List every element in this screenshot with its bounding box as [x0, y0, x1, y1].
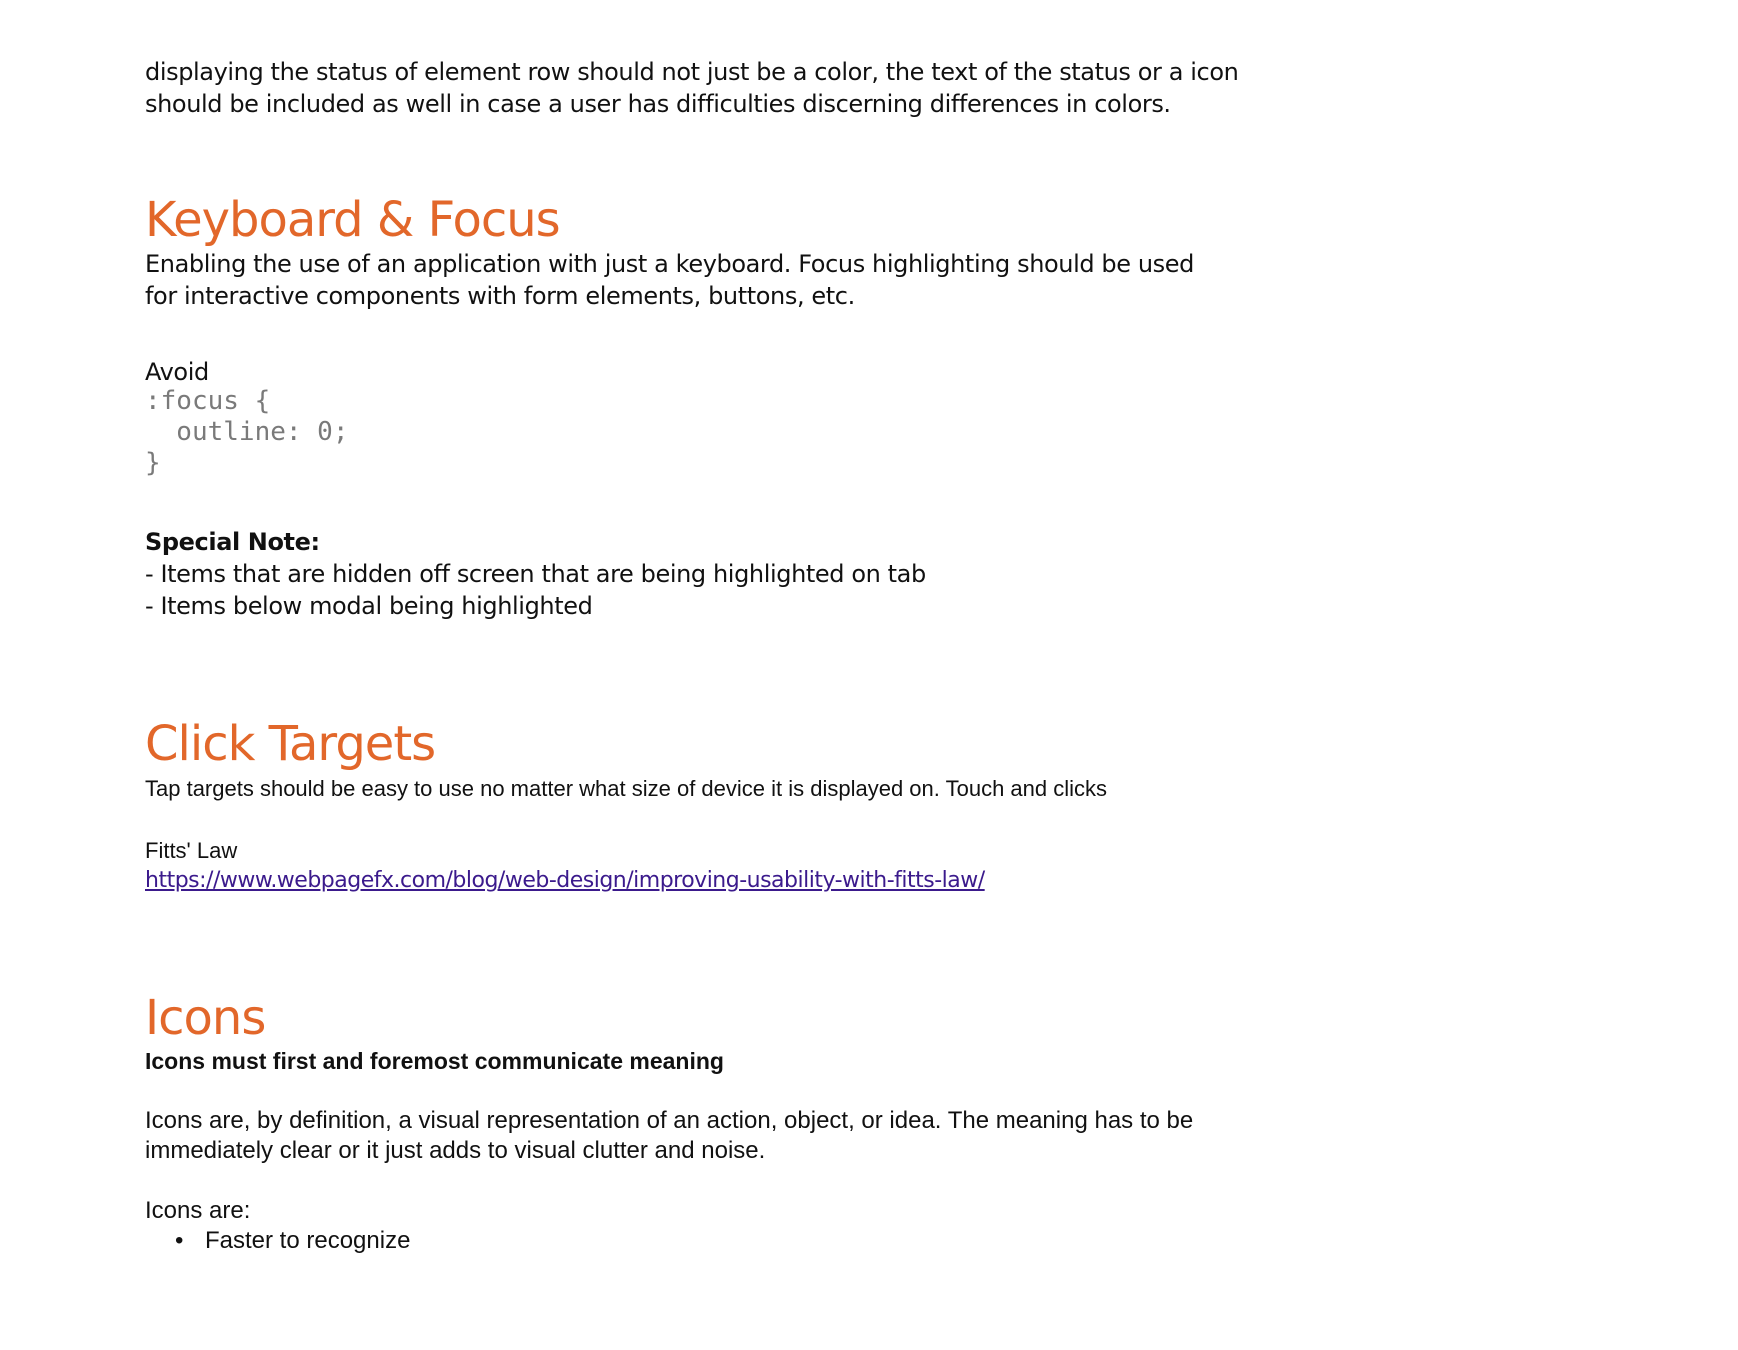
- bullet-icon: •: [175, 1227, 184, 1254]
- code-block: [145, 386, 349, 479]
- fitts-law-link[interactable]: https://www.webpagefx.com/blog/web-design/improving-usability-with-fitts-law/: [145, 868, 985, 893]
- code-line-3: }: [145, 448, 161, 478]
- intro-paragraph: [145, 56, 1238, 120]
- special-note-label: Special Note:: [145, 528, 320, 556]
- keyboard-focus-desc-line-2: for interactive components with form elements, buttons, etc.: [145, 282, 855, 310]
- special-note: [145, 526, 926, 622]
- special-note-item-2: - Items below modal being highlighted: [145, 592, 593, 620]
- icons-subheading: Icons must first and foremost communicate meaning: [145, 1048, 724, 1074]
- keyboard-focus-desc-line-1: Enabling the use of an application with just a keyboard. Focus highlighting should be used: [145, 250, 1194, 278]
- avoid-label: Avoid: [145, 358, 209, 386]
- code-line-2: outline: 0;: [145, 417, 349, 447]
- keyboard-focus-heading: Keyboard & Focus: [145, 192, 560, 248]
- icons-list: [145, 1226, 410, 1256]
- intro-line-2: should be included as well in case a user has difficulties discerning differences in colors.: [145, 90, 1171, 118]
- special-note-item-1: - Items that are hidden off screen that are being highlighted on tab: [145, 560, 926, 588]
- icons-desc-line-1: Icons are, by definition, a visual representation of an action, object, or idea. The meaning has to be: [145, 1107, 1194, 1134]
- list-item: [175, 1226, 411, 1256]
- icons-list-label: Icons are:: [145, 1197, 251, 1224]
- list-item-text: Faster to recognize: [205, 1227, 411, 1254]
- click-targets-heading: Click Targets: [145, 716, 436, 772]
- icons-heading: Icons: [145, 990, 266, 1046]
- icons-desc-line-2: immediately clear or it just adds to visual clutter and noise.: [145, 1137, 766, 1164]
- code-line-1: :focus {: [145, 386, 271, 416]
- intro-line-1: displaying the status of element row should not just be a color, the text of the status or a icon: [145, 58, 1239, 86]
- icons-description: [145, 1106, 1193, 1166]
- fitts-law-label: Fitts' Law: [145, 838, 238, 863]
- keyboard-focus-description: [145, 248, 1194, 312]
- click-targets-description: Tap targets should be easy to use no matter what size of device it is displayed on. Touch and clicks: [145, 776, 1108, 801]
